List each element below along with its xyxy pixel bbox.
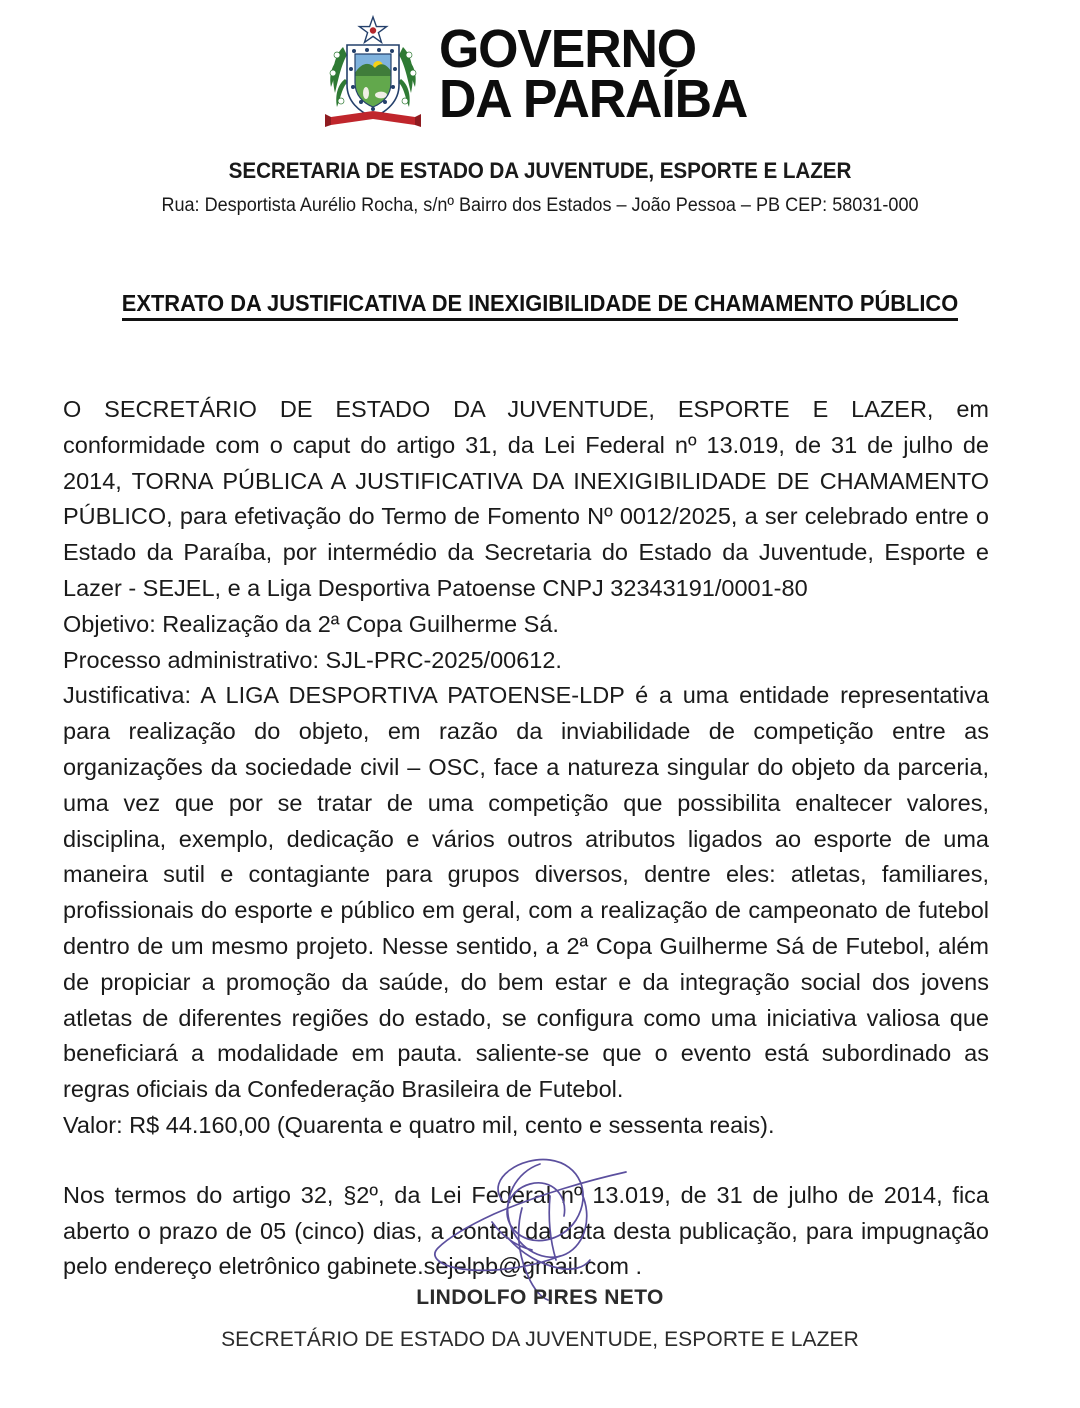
government-wordmark bbox=[438, 19, 760, 129]
paragraph-valor: Valor: R$ 44.160,00 (Quarenta e quatro mil, cento e sessenta reais). bbox=[63, 1111, 775, 1138]
wordmark-line-governo: GOVERNO bbox=[438, 19, 696, 80]
paragraph-justificativa: Justificativa: A LIGA DESPORTIVA PATOENSE-LDP é a uma entidade representativa para realização do objeto, em razão da inviabilidade de competição entre as organizações da sociedade civil – OSC, face a natureza singular do objeto da parceria, uma vez que por se tratar de uma competição que possibilita enaltecer valores, disciplina, exemplo, dedicação e vários outros atributos ligados ao esporte de uma maneira sutil e contagiante para grupos diversos, dentre eles: atletas, familiares, profissionais do esporte e público em geral, com a realização de campeonato de futebol dentro de um mesmo projeto. Nesse sentido, a 2ª Copa Guilherme Sá de Futebol, além de propiciar a promoção da saúde, do bem estar e da integração social dos jovens atletas de diferentes regiões do estado, se configura como uma iniciativa valiosa que beneficiará a modalidade em pauta. saliente-se que o evento está subordinado as regras oficiais da Confederação Brasileira de Futebol. bbox=[63, 682, 989, 1103]
paragraph-introduction: O SECRETÁRIO DE ESTADO DA JUVENTUDE, ESPORTE E LAZER, em conformidade com o caput do artigo 31, da Lei Federal nº 13.019, de 31 de julho de 2014, TORNA PÚBLICA A JUSTIFICATIVA DA INEXIGIBILIDADE DE CHAMAMENTO PÚBLICO, para efetivação do Termo de Fomento Nº 0012/2025, a ser celebrado entre o Estado da Paraíba, por intermédio da Secretaria do Estado da Juventude, Esporte e Lazer - SEJEL, e a Liga Desportiva Patoense CNPJ 32343191/0001-80 bbox=[63, 396, 989, 601]
handwritten-signature-icon bbox=[390, 1142, 690, 1302]
paragraph-processo-administrativo: Processo administrativo: SJL-PRC-2025/00612. bbox=[63, 646, 562, 673]
paragraph-objetivo: Objetivo: Realização da 2ª Copa Guilherme Sá. bbox=[63, 610, 559, 637]
signer-name: LINDOLFO PIRES NETO bbox=[416, 1286, 664, 1309]
signature-block bbox=[0, 1160, 1080, 1352]
document-title-text: EXTRATO DA JUSTIFICATIVA DE INEXIGIBILIDADE DE CHAMAMENTO PÚBLICO bbox=[122, 290, 958, 321]
government-brand-header bbox=[0, 0, 1080, 129]
organization-address: Rua: Desportista Aurélio Rocha, s/nº Bairro dos Estados – João Pessoa – PB CEP: 58031-000 bbox=[161, 195, 919, 216]
wordmark-line-da-paraiba: DA PARAÍBA bbox=[438, 69, 747, 129]
signer-role: SECRETÁRIO DE ESTADO DA JUVENTUDE, ESPORTE E LAZER bbox=[221, 1328, 859, 1351]
paragraph-impugnacao: Nos termos do artigo 32, §2º, da Lei Federal nº 13.019, de 31 de julho de 2014, fica aberto o prazo de 05 (cinco) dias, a contar da data desta publicação, para impugnação pelo endereço eletrônico gabinete.sejelpb@gmail.com . bbox=[63, 1181, 989, 1280]
document-body bbox=[63, 392, 989, 1285]
organization-name: SECRETARIA DE ESTADO DA JUVENTUDE, ESPORTE E LAZER bbox=[228, 158, 852, 183]
signature-mark-wrap bbox=[0, 1160, 1080, 1280]
document-title bbox=[27, 290, 1053, 317]
paraiba-coat-of-arms-icon bbox=[321, 13, 425, 135]
